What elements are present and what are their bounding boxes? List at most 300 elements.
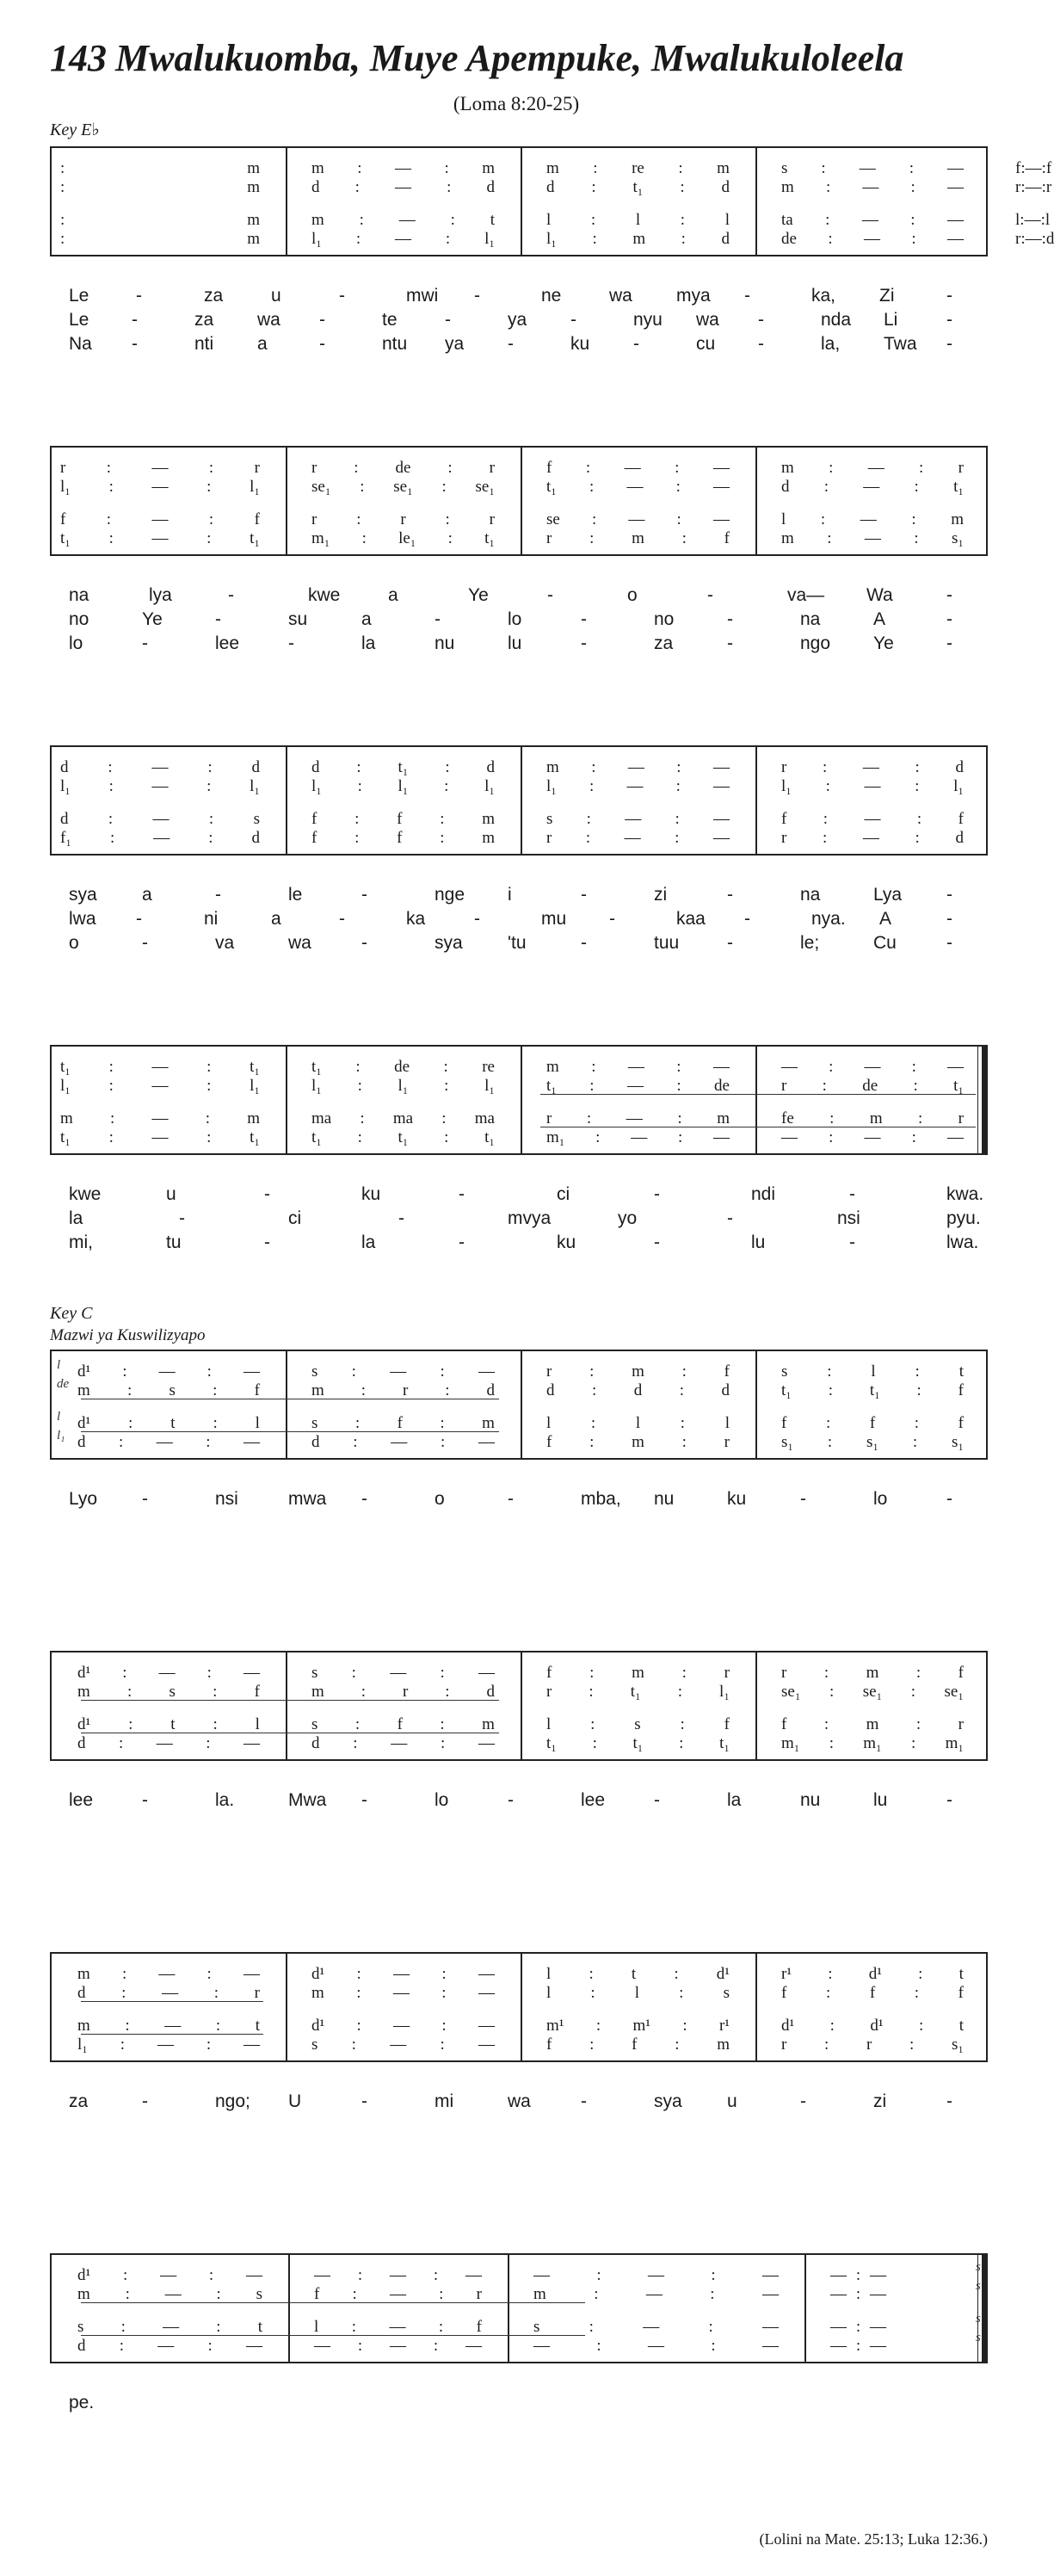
lyric-syllable: ka	[406, 909, 426, 929]
solfa-note: d¹	[781, 2016, 795, 2035]
solfa-note: —	[151, 528, 169, 547]
solfa-note: r	[781, 828, 787, 847]
solfa-note: —	[533, 2265, 550, 2284]
beat-separator: :	[909, 2035, 915, 2054]
solfa-note: —	[870, 2265, 886, 2284]
hyphen: -	[946, 885, 952, 905]
beat-separator: :	[855, 2317, 861, 2336]
solfa-note: r	[400, 510, 406, 528]
lyric-syllable: kwe	[69, 1184, 102, 1204]
part-marker: s	[976, 2312, 981, 2326]
lyric-syllable: le	[288, 885, 303, 905]
solfa-note: —	[862, 177, 879, 196]
solfa-measure	[546, 757, 730, 776]
solfa-measure	[546, 510, 730, 528]
lyric-line	[69, 584, 981, 608]
solfa-measure	[781, 1733, 964, 1752]
solfa-measure	[60, 1057, 260, 1076]
solfa-note: s	[546, 809, 553, 828]
beat-separator: :	[911, 1127, 916, 1146]
solfa-note: —	[243, 2035, 260, 2054]
solfa-note: t₁	[250, 1127, 260, 1146]
solfa-note: m	[77, 2016, 90, 2035]
lyric-syllable: Ye	[873, 633, 894, 653]
solfa-note: r	[958, 1109, 964, 1127]
solfa-measure	[77, 1964, 260, 1983]
lyric-syllable: lu	[873, 1790, 888, 1810]
solfa-note: f	[311, 809, 317, 828]
solfa-measure	[60, 1127, 260, 1146]
hyphen: -	[547, 585, 553, 605]
beat-separator: :	[440, 1663, 445, 1682]
lyric-syllable: nyu	[633, 310, 663, 330]
beat-separator: :	[206, 1663, 212, 1682]
solfa-note: —	[947, 1057, 964, 1076]
lyric-syllable: Lya	[873, 885, 903, 905]
solfa-measure	[311, 1127, 495, 1146]
solfa-measure	[546, 229, 730, 248]
solfa-note: m	[77, 1682, 90, 1701]
solfa-note: l₁	[546, 229, 557, 248]
lyric-line	[69, 332, 981, 356]
solfa-note: —	[533, 2336, 550, 2355]
lyric-syllable: nu	[654, 1489, 675, 1509]
beat-separator: :	[355, 229, 361, 248]
solfa-note: —	[390, 1362, 407, 1381]
lyric-syllable: za	[69, 2091, 89, 2111]
hyphen: -	[474, 286, 480, 306]
solfa-note: m	[866, 1663, 879, 1682]
beat-separator: :	[910, 1682, 916, 1701]
solfa-measure	[60, 1076, 260, 1095]
solfa-note: m	[866, 1714, 879, 1733]
solfa-measure	[546, 1432, 730, 1451]
score-system	[50, 1350, 988, 1460]
beat-separator: :	[213, 1983, 219, 2002]
solfa-note: l	[546, 1964, 552, 1983]
solfa-note: —	[864, 528, 881, 547]
lyric-syllable: ngo	[800, 633, 831, 653]
bar-line	[755, 446, 757, 556]
solfa-note: —	[624, 828, 641, 847]
lyric-syllable: ku	[557, 1232, 576, 1252]
solfa-note: —	[151, 776, 169, 795]
solfa-note: d	[955, 757, 964, 776]
hymn-number: 143	[50, 37, 107, 79]
solfa-note: d	[781, 477, 790, 496]
solfa-measure	[781, 1663, 964, 1682]
beat-separator: :	[445, 757, 450, 776]
solfa-note: d	[77, 1733, 86, 1752]
bar-line	[286, 745, 287, 856]
lyric-syllable: ci	[288, 1208, 302, 1228]
solfa-note: r¹	[718, 2016, 730, 2035]
hyphen: -	[654, 1184, 660, 1204]
hyphen: -	[581, 933, 587, 953]
lyric-syllable: va—	[787, 585, 825, 605]
solfa-note: r	[781, 2035, 787, 2054]
beat-separator: :	[596, 2336, 601, 2355]
lyric-syllable: ci	[557, 1184, 570, 1204]
solfa-note: f	[397, 809, 403, 828]
solfa-measure	[77, 1682, 260, 1701]
solfa-measure	[1015, 158, 1051, 177]
solfa-note: m	[60, 1109, 73, 1127]
solfa-note: —	[864, 1127, 881, 1146]
beat-separator: :	[591, 1381, 597, 1399]
solfa-measure	[781, 809, 964, 828]
solfa-measure	[546, 1362, 730, 1381]
solfa-note: f	[476, 2317, 482, 2336]
hyphen: -	[946, 1790, 952, 1810]
solfa-measure	[533, 2336, 779, 2355]
beat-separator: :	[679, 1733, 684, 1752]
beat-separator: :	[1041, 158, 1046, 177]
beat-separator: :	[590, 1413, 596, 1432]
solfa-note: —	[151, 458, 169, 477]
lyric-syllable: la	[727, 1790, 742, 1810]
beat-separator: :	[356, 2016, 361, 2035]
beat-separator: :	[595, 1127, 601, 1146]
lyric-syllable: na	[800, 885, 821, 905]
lyric-line	[69, 907, 981, 931]
lyric-line	[69, 1788, 981, 1813]
solfa-note: —	[946, 177, 964, 196]
solfa-note: d	[60, 757, 69, 776]
hyphen: -	[339, 286, 345, 306]
lyric-syllable: no	[69, 609, 89, 629]
solfa-note: f	[958, 1381, 964, 1399]
solfa-note: t	[958, 2016, 964, 2035]
solfa-note: m	[546, 158, 559, 177]
solfa-note: —	[246, 2336, 262, 2355]
solfa-measure	[60, 1109, 260, 1127]
solfa-note: l	[546, 1714, 552, 1733]
lyric-syllable: a	[142, 885, 152, 905]
lyric-syllable: sya	[435, 933, 463, 953]
solfa-note: d	[311, 1432, 320, 1451]
solfa-measure	[60, 458, 260, 477]
solfa-note: f	[314, 2284, 320, 2303]
solfa-measure	[546, 1714, 730, 1733]
hyphen: -	[142, 1790, 148, 1810]
solfa-note: —	[314, 2265, 330, 2284]
solfa-note: m	[632, 1362, 644, 1381]
beat-separator: :	[708, 2317, 713, 2336]
hyphen: -	[264, 1232, 270, 1252]
solfa-note: —	[862, 757, 879, 776]
lyric-syllable: u	[271, 286, 281, 306]
lyric-syllable: nsi	[215, 1489, 238, 1509]
score-system	[50, 2253, 988, 2363]
solfa-note: r	[489, 458, 495, 477]
solfa-measure	[311, 229, 495, 248]
hyphen: -	[142, 1489, 148, 1509]
solfa-note: —	[830, 2336, 847, 2355]
solfa-note: —	[1025, 177, 1042, 196]
beat-separator: :	[823, 1714, 829, 1733]
solfa-note: —	[624, 458, 641, 477]
lyric-syllable: kaa	[676, 909, 706, 929]
hyphen: -	[508, 1489, 514, 1509]
lyric-line	[69, 1207, 981, 1231]
beat-separator: :	[594, 2284, 599, 2303]
solfa-note: m	[482, 809, 495, 828]
hyphen: -	[142, 933, 148, 953]
solfa-measure	[311, 2016, 495, 2035]
lyric-syllable: ku	[570, 334, 590, 354]
beat-separator: :	[829, 1127, 834, 1146]
solfa-note: —	[648, 2265, 664, 2284]
hyphen: -	[758, 310, 764, 330]
solfa-note: m¹	[546, 2016, 564, 2035]
solfa-measure	[781, 2016, 964, 2035]
lyric-syllable: mwi	[406, 286, 439, 306]
solfa-measure	[546, 2016, 730, 2035]
solfa-note: s	[781, 158, 788, 177]
solfa-note: —	[156, 1432, 173, 1451]
solfa-note: f	[781, 1714, 787, 1733]
hyphen: -	[435, 609, 441, 629]
solfa-note: t₁	[546, 477, 557, 496]
solfa-note: f	[1045, 158, 1052, 177]
solfa-note: r	[724, 1663, 730, 1682]
lyric-syllable: na	[800, 609, 821, 629]
hyphen: -	[474, 909, 480, 929]
solfa-note: f	[781, 809, 787, 828]
solfa-measure	[781, 1983, 964, 2002]
slur-underline	[81, 2001, 263, 2002]
solfa-note: se₁	[781, 1682, 801, 1701]
solfa-note: r	[1045, 177, 1052, 196]
solfa-measure	[311, 458, 495, 477]
solfa-note: f	[397, 1413, 403, 1432]
solfa-note: m	[247, 229, 260, 248]
solfa-note: d	[311, 757, 320, 776]
lyric-syllable: u	[727, 2091, 737, 2111]
bar-line	[755, 1952, 757, 2062]
beat-separator: :	[354, 1714, 361, 1733]
solfa-measure	[77, 1714, 260, 1733]
beat-separator: :	[711, 2265, 716, 2284]
solfa-note: r	[546, 1109, 552, 1127]
hyphen: -	[581, 2091, 587, 2111]
lyric-line	[69, 1487, 981, 1511]
bar-line	[286, 146, 287, 256]
solfa-note: r	[546, 528, 552, 547]
beat-separator: :	[355, 1057, 361, 1076]
lyric-syllable: U	[288, 2091, 302, 2111]
beat-separator: :	[128, 1714, 133, 1733]
beat-separator: :	[915, 757, 920, 776]
solfa-note: d	[546, 177, 555, 196]
lyric-syllable: lee	[581, 1790, 606, 1810]
lyric-syllable: ni	[204, 909, 219, 929]
beat-separator: :	[354, 458, 359, 477]
solfa-measure	[311, 828, 495, 847]
solfa-note: m₁	[546, 1127, 565, 1146]
solfa-note: l	[546, 210, 552, 229]
bar-line	[755, 1651, 757, 1761]
beat-separator: :	[855, 2284, 861, 2303]
solfa-note: f	[397, 828, 403, 847]
solfa-measure	[781, 1057, 964, 1076]
beat-separator: :	[120, 2035, 126, 2054]
hyphen: -	[800, 2091, 806, 2111]
solfa-note: —	[830, 2265, 847, 2284]
bar-line	[521, 1045, 522, 1155]
hyphen: -	[361, 933, 367, 953]
solfa-note: t	[170, 1413, 176, 1432]
beat-separator: :	[911, 1057, 916, 1076]
solfa-measure	[546, 1076, 730, 1095]
solfa-note: —	[863, 477, 880, 496]
beat-separator: :	[589, 1964, 594, 1983]
lyric-syllable: ntu	[382, 334, 408, 354]
solfa-note: se₁	[944, 1682, 964, 1701]
beat-separator: :	[206, 528, 212, 547]
solfa-note: d¹	[77, 1663, 91, 1682]
beat-separator: :	[591, 1057, 596, 1076]
beat-separator: :	[919, 458, 924, 477]
beat-separator: :	[591, 510, 597, 528]
solfa-note: r	[254, 458, 260, 477]
solfa-measure	[546, 1109, 730, 1127]
solfa-measure	[311, 1381, 495, 1399]
solfa-measure	[830, 2284, 886, 2303]
solfa-measure	[1015, 177, 1051, 196]
scripture-reference: (Loma 8:20-25)	[453, 93, 580, 114]
lyric-syllable: kwe	[308, 585, 341, 605]
hyphen: -	[581, 609, 587, 629]
slur-underline	[81, 2302, 585, 2303]
solfa-note: ta	[781, 210, 793, 229]
solfa-note: l₁	[781, 776, 792, 795]
solfa-measure	[311, 1983, 495, 2002]
solfa-measure	[311, 1413, 495, 1432]
solfa-note: m	[951, 510, 964, 528]
solfa-measure	[60, 177, 260, 196]
solfa-note: f	[869, 1983, 876, 2002]
solfa-note: d¹	[311, 1964, 325, 1983]
solfa-note: l₁	[311, 229, 322, 248]
lyric-syllable: ngo;	[215, 2091, 250, 2111]
solfa-measure	[781, 510, 964, 528]
beat-separator: :	[675, 828, 680, 847]
lyric-syllable: sya	[69, 885, 97, 905]
beat-separator: :	[357, 1076, 362, 1095]
solfa-measure	[781, 1714, 964, 1733]
solfa-measure	[781, 1381, 964, 1399]
lyric-syllable: cu	[696, 334, 716, 354]
solfa-measure	[1015, 210, 1050, 229]
solfa-note: m	[311, 158, 324, 177]
beat-separator: :	[589, 1362, 595, 1381]
beat-separator: :	[60, 158, 65, 177]
solfa-measure	[546, 1682, 730, 1701]
beat-separator: :	[674, 1964, 679, 1983]
solfa-note: f	[958, 1413, 964, 1432]
beat-separator: :	[359, 210, 364, 229]
beat-separator: :	[213, 1381, 218, 1399]
beat-separator: :	[110, 1109, 115, 1127]
beat-separator: :	[440, 2035, 445, 2054]
beat-separator: :	[586, 1109, 592, 1127]
bar-line	[521, 446, 522, 556]
lyric-syllable: Mwa	[288, 1790, 327, 1810]
hyphen: -	[800, 1489, 806, 1509]
lyric-syllable: zi	[873, 2091, 887, 2111]
bar-line	[804, 2253, 806, 2363]
solfa-note: m	[869, 1109, 883, 1127]
beat-separator: :	[206, 1432, 211, 1451]
solfa-measure	[546, 1733, 730, 1752]
final-bar-thick	[982, 1045, 986, 1155]
beat-separator: :	[216, 2284, 221, 2303]
solfa-note: d	[486, 757, 495, 776]
beat-separator: :	[915, 776, 920, 795]
beat-separator: :	[207, 2336, 213, 2355]
beat-separator: :	[827, 1362, 832, 1381]
solfa-measure	[546, 809, 730, 828]
solfa-note: d	[721, 1381, 730, 1399]
hyphen: -	[215, 885, 221, 905]
solfa-note: —	[864, 776, 881, 795]
solfa-note: f	[1015, 158, 1021, 177]
solfa-measure	[77, 2317, 262, 2336]
beat-separator: :	[828, 1381, 833, 1399]
solfa-note: —	[712, 510, 730, 528]
solfa-note: —	[391, 1432, 408, 1451]
hyphen: -	[319, 310, 325, 330]
solfa-note: m	[77, 2284, 90, 2303]
beat-separator: :	[361, 528, 367, 547]
solfa-note: m	[632, 1663, 644, 1682]
hyphen: -	[946, 286, 952, 306]
bar-line	[521, 146, 522, 256]
lyric-syllable: tu	[166, 1232, 182, 1252]
bar-line	[288, 2253, 290, 2363]
solfa-measure	[546, 1663, 730, 1682]
beat-separator: :	[206, 2035, 212, 2054]
beat-separator: :	[918, 1109, 923, 1127]
beat-separator: :	[822, 1076, 827, 1095]
solfa-note: d¹	[868, 1964, 882, 1983]
solfa-note: s	[634, 1714, 641, 1733]
beat-separator: :	[441, 477, 447, 496]
beat-separator: :	[591, 757, 596, 776]
solfa-measure	[77, 2265, 262, 2284]
solfa-note: —	[626, 477, 644, 496]
part-marker: l	[57, 1358, 61, 1372]
solfa-note: f	[254, 510, 260, 528]
lyric-syllable: wa	[257, 310, 280, 330]
solfa-note: —	[151, 757, 169, 776]
solfa-note: t₁	[398, 757, 409, 776]
solfa-note: r	[958, 458, 964, 477]
solfa-note: —	[395, 177, 411, 196]
solfa-note: —	[761, 2317, 779, 2336]
solfa-note: s	[253, 809, 260, 828]
beat-separator: :	[825, 1983, 831, 2002]
solfa-note: t₁	[781, 1381, 792, 1399]
solfa-note: t₁	[398, 1127, 409, 1146]
solfa-measure	[60, 809, 260, 828]
beat-separator: :	[1020, 158, 1026, 177]
solfa-note: f	[546, 458, 552, 477]
lyric-syllable: wa	[609, 286, 632, 306]
lyric-syllable: yo	[618, 1208, 638, 1228]
